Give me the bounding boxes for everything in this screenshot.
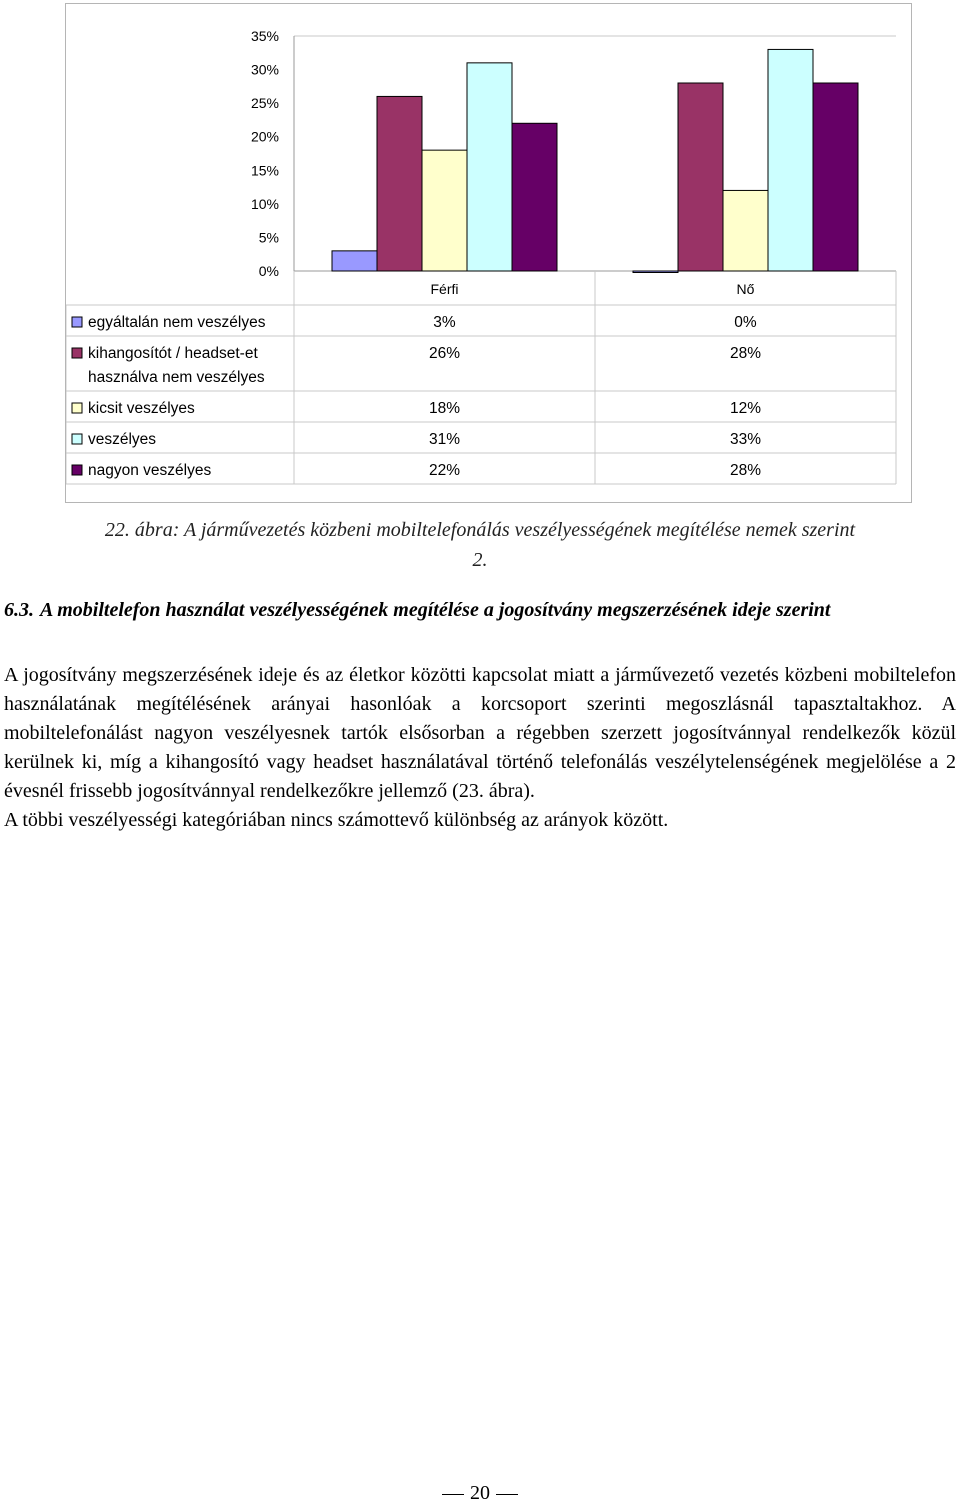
bar [332,251,377,271]
bar [678,83,723,271]
y-tick-label: 0% [258,263,279,279]
data-value: 3% [433,314,456,331]
y-tick-label: 5% [258,229,279,246]
data-value: 33% [729,431,762,448]
y-tick-label: 30% [250,61,279,78]
caption-line-2: 2. [472,549,488,571]
bar [467,63,512,271]
chart-container [65,3,912,503]
bar [377,96,422,271]
bar [723,190,768,271]
data-value: 0% [734,314,757,331]
legend-swatch [72,434,82,444]
legend-label: használva nem veszélyes [88,369,265,386]
page-number-dash-left [442,1494,464,1495]
y-tick-label: 25% [250,95,279,112]
y-tick-label: 15% [250,162,279,179]
data-value: 18% [428,400,461,417]
data-value: 22% [428,462,461,479]
category-label: Férfi [430,281,459,297]
legend-label: veszélyes [88,431,157,448]
page-number-value: 20 [470,1482,490,1504]
legend-swatch [72,465,82,475]
section-number: 6.3. [4,599,34,621]
section-heading [4,597,954,624]
y-tick-label: 10% [250,195,279,212]
page-number [0,1482,960,1505]
data-value: 28% [729,345,762,362]
paragraph: A többi veszélyességi kategóriában nincs számottevő különbség az arányok között. [4,809,669,831]
legend-swatch [72,348,82,358]
y-tick-label: 35% [250,28,279,44]
y-tick-label: 20% [250,128,279,145]
body-text [4,661,956,835]
data-value: 12% [729,400,762,417]
bar [512,123,557,271]
legend-label: egyáltalán nem veszélyes [88,314,266,331]
figure-caption [0,515,960,575]
legend-label: kicsit veszélyes [88,400,195,417]
bar [633,271,678,273]
bar-chart [66,4,911,502]
category-label: Nő [736,281,755,297]
bar [768,49,813,271]
data-value: 31% [428,431,461,448]
section-title: A mobiltelefon használat veszélyességének megítélése a jogosítvány megszerzésének ideje szerint [40,599,831,621]
bar [422,150,467,271]
data-value: 26% [428,345,461,362]
paragraph: A jogosítvány megszerzésének ideje és az életkor közötti kapcsolat miatt a járművezető vezetés közbeni mobiltelefon használatának megítélésének arányai hasonlóak a korcsoport szerinti megoszlásnál tapasztaltakhoz. A mobiltelefonálást nagyon veszélyesnek tartók elsősorban a régebben szerzett jogosítvánnyal rendelkezők közül kerülnek ki, míg a kihangosító vagy headset használatával történő telefonálás veszélytelenségének megjelölése a 2 évesnél frissebb jogosítvánnyal rendelkezőkre jellemző (23. ábra). [4,664,956,802]
legend-label: nagyon veszélyes [88,462,212,479]
data-value: 28% [729,462,762,479]
page-number-dash-right [496,1494,518,1495]
legend-swatch [72,403,82,413]
bar [813,83,858,271]
legend-swatch [72,317,82,327]
legend-label: kihangosítót / headset-et [88,345,258,362]
caption-line-1: 22. ábra: A járművezetés közbeni mobiltelefonálás veszélyességének megítélése nemek szerint [104,519,856,541]
